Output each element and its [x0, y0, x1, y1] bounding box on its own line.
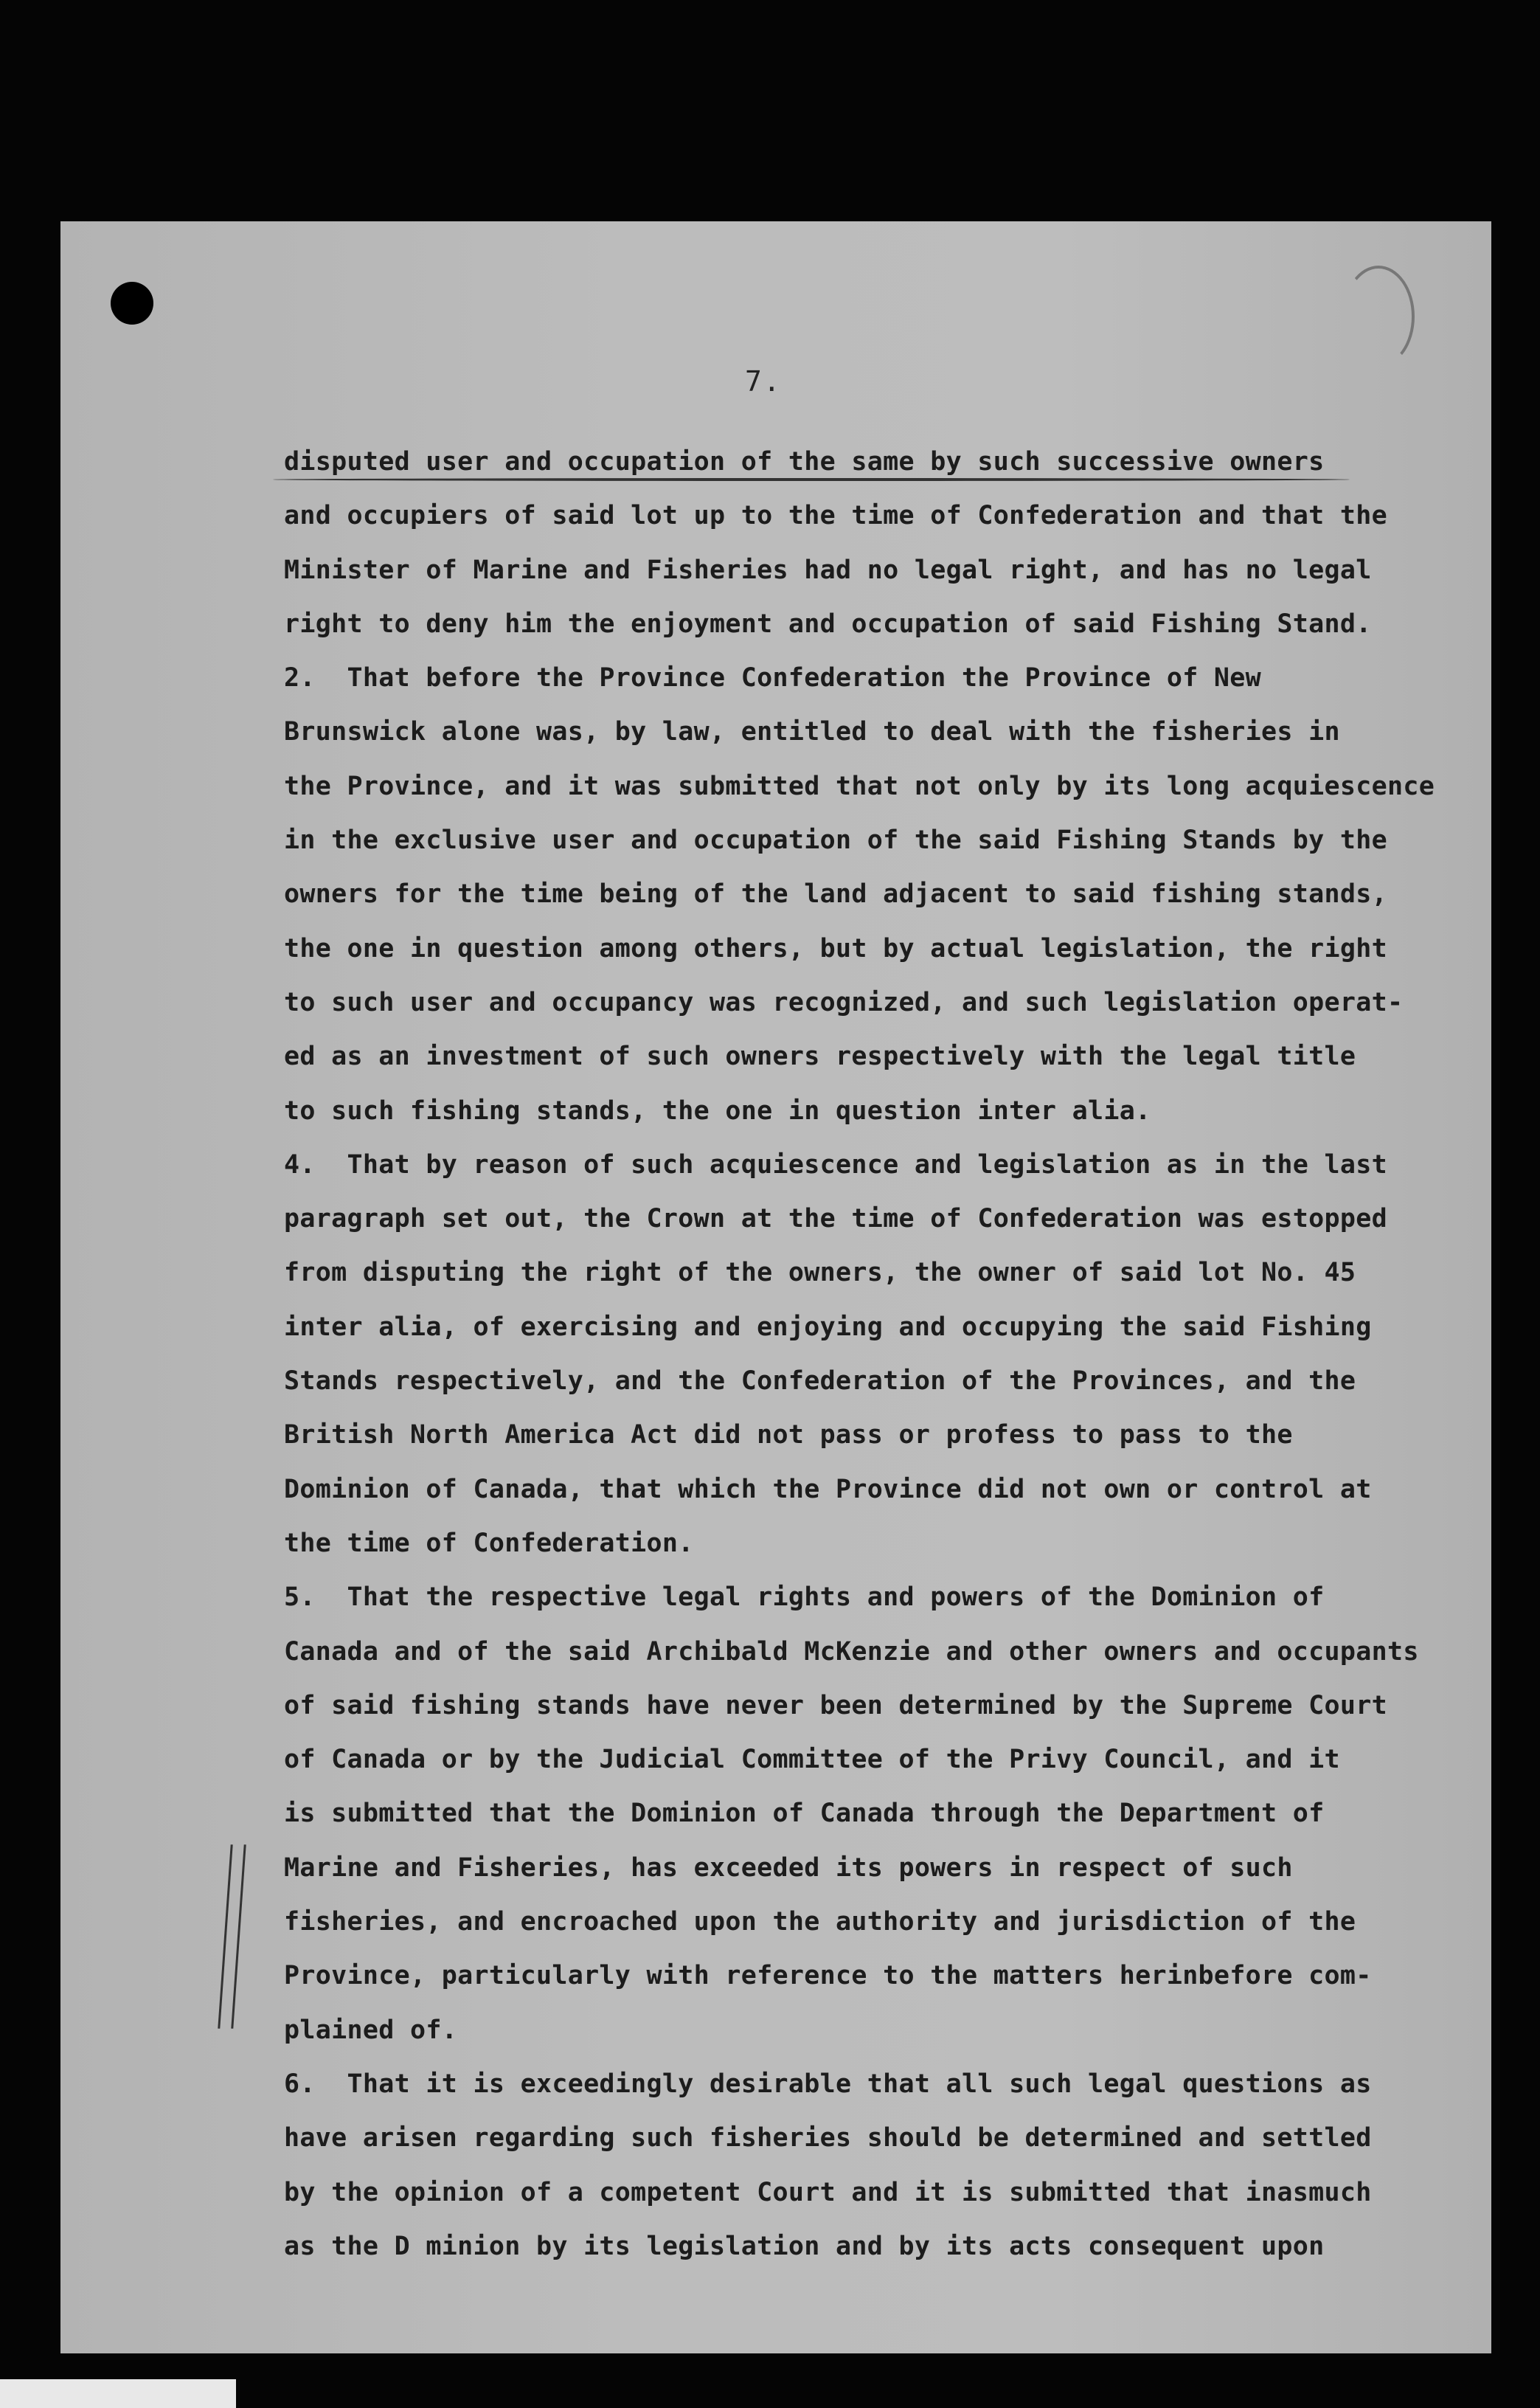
text-line: owners for the time being of the land adjacent to said fishing stands, — [284, 879, 1388, 910]
text-line: have arisen regarding such fisheries should be determined and settled — [284, 2123, 1372, 2153]
text-line: Province, particularly with reference to the matters herinbefore com- — [284, 1961, 1372, 1991]
text-line: ed as an investment of such owners respectively with the legal title — [284, 1042, 1356, 1072]
text-line: 5. That the respective legal rights and powers of the Dominion of — [284, 1582, 1325, 1613]
text-line: British North America Act did not pass or profess to pass to the — [284, 1420, 1293, 1450]
text-line: is submitted that the Dominion of Canada through the Department of — [284, 1799, 1325, 1829]
page-number: 7. — [745, 365, 782, 398]
text-line: from disputing the right of the owners, the owner of said lot No. 45 — [284, 1258, 1356, 1288]
text-line: Marine and Fisheries, has exceeded its powers in respect of such — [284, 1852, 1293, 1883]
text-line: to such user and occupancy was recognized, and such legislation operat- — [284, 987, 1404, 1017]
margin-pencil-marks — [221, 1844, 251, 2036]
text-line: of said fishing stands have never been determined by the Supreme Court — [284, 1690, 1388, 1720]
text-line: Brunswick alone was, by law, entitled to deal with the fisheries in — [284, 717, 1340, 747]
text-line: 2. That before the Province Confederation the Province of New — [284, 663, 1262, 693]
text-line: the Province, and it was submitted that not only by its long acquiescence — [284, 771, 1435, 801]
text-line: the time of Confederation. — [284, 1528, 694, 1558]
punch-hole — [111, 282, 153, 325]
text-line: plained of. — [284, 2015, 458, 2045]
text-line: 4. That by reason of such acquiescence and legislation as in the last — [284, 1149, 1388, 1180]
text-line: right to deny him the enjoyment and occupation of said Fishing Stand. — [284, 609, 1372, 639]
text-line: Dominion of Canada, that which the Province did not own or control at — [284, 1474, 1372, 1504]
text-line: of Canada or by the Judicial Committee of the Privy Council, and it — [284, 1745, 1340, 1775]
text-line: as the D minion by its legislation and by its acts consequent upon — [284, 2231, 1325, 2261]
text-line: Canada and of the said Archibald McKenzie and other owners and occupants — [284, 1636, 1419, 1667]
text-line: and occupiers of said lot up to the time of Confederation and that the — [284, 501, 1388, 531]
text-line: Minister of Marine and Fisheries had no legal right, and has no legal — [284, 555, 1372, 585]
text-line: the one in question among others, but by actual legislation, the right — [284, 933, 1388, 963]
text-line: inter alia, of exercising and enjoying and occupying the said Fishing — [284, 1312, 1372, 1342]
film-tab — [0, 2379, 236, 2408]
corner-pencil-mark — [1342, 266, 1415, 367]
text-line: by the opinion of a competent Court and it is submitted that inasmuch — [284, 2177, 1372, 2207]
text-line: disputed user and occupation of the same by such successive owners — [284, 447, 1325, 477]
text-line: paragraph set out, the Crown at the time of Confederation was estopped — [284, 1204, 1388, 1234]
text-line: fisheries, and encroached upon the authority and jurisdiction of the — [284, 1907, 1356, 1937]
text-line: to such fishing stands, the one in question inter alia. — [284, 1096, 1151, 1126]
text-line: 6. That it is exceedingly desirable that all such legal questions as — [284, 2069, 1372, 2099]
typed-text-body — [284, 435, 1479, 2274]
text-line: in the exclusive user and occupation of the said Fishing Stands by the — [284, 826, 1388, 856]
text-line: Stands respectively, and the Confederation of the Provinces, and the — [284, 1366, 1356, 1397]
